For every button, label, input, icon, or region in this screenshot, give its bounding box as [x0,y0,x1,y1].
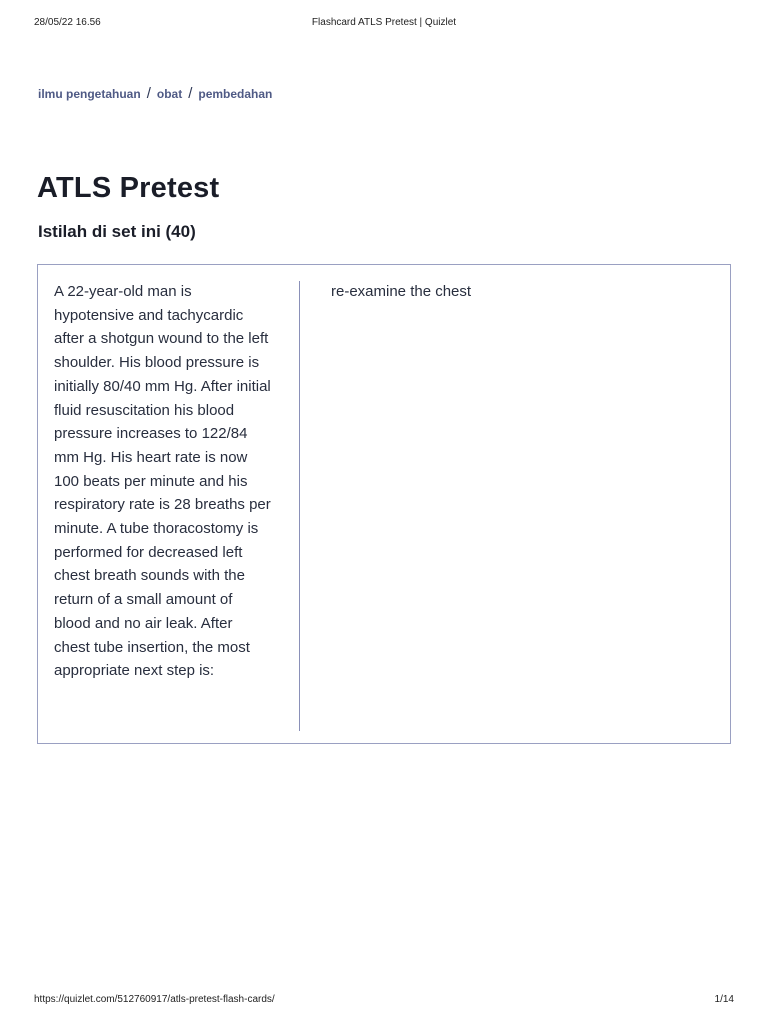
breadcrumb-separator: / [146,85,151,102]
breadcrumb-item-obat[interactable]: obat [156,87,183,101]
print-page-number: 1/14 [714,994,734,1005]
page-title: ATLS Pretest [37,172,220,204]
flashcard-term: A 22-year-old man is hypotensive and tachycardic after a shotgun wound to the left shoulder. His blood pressure is initially 80/40 mm Hg. After initial fluid resuscitation his blood pressure increases to 122/84 mm Hg. His heart rate is now 100 beats per minute and his respiratory rate is 28 breaths per minute. A tube thoracostomy is performed for decreased left chest breath sounds with the return of a small amount of blood and no air leak. After chest tube insertion, the most appropriate next step is: [54,283,271,680]
terms-count-heading: Istilah di set ini (40) [38,222,196,241]
breadcrumb [38,87,272,101]
print-footer [34,994,734,1008]
breadcrumb-item-pembedahan[interactable]: pembedahan [198,87,273,101]
flashcard [37,264,731,744]
print-date: 28/05/22 16.56 [34,17,101,28]
flashcard-divider [299,281,300,731]
breadcrumb-item-ilmu-pengetahuan[interactable]: ilmu pengetahuan [38,87,141,101]
print-url: https://quizlet.com/512760917/atls-pretest-flash-cards/ [34,994,275,1005]
print-document-title: Flashcard ATLS Pretest | Quizlet [311,17,457,28]
breadcrumb-separator: / [188,85,193,102]
flashcard-definition: re-examine the chest [331,283,472,300]
print-header [34,17,734,31]
